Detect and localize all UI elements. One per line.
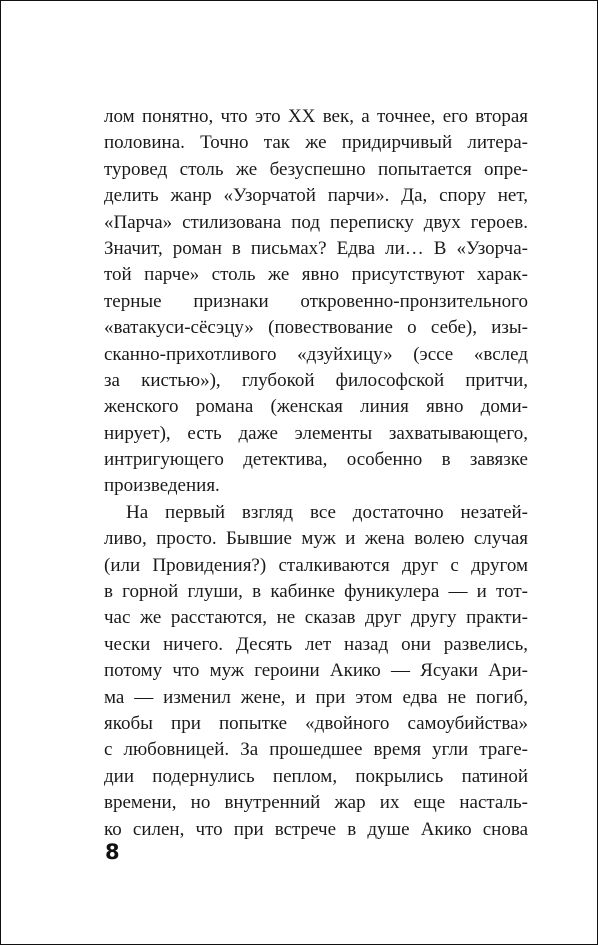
text-line: делить жанр «Узорчатой парчи». Да, спору нет,	[104, 185, 528, 207]
text-line: произведения.	[104, 475, 220, 497]
text-line: за кистью»), глубокой философской притчи,	[104, 369, 528, 391]
text-line: женского романа (женская линия явно доми-	[104, 396, 528, 418]
text-line: час же расстаются, не сказав друг другу практи-	[104, 607, 528, 629]
text-line: (или Провидения?) сталкиваются друг с другом	[104, 554, 528, 576]
text-line: времени, но внутренний жар их еще насталь-	[104, 792, 528, 814]
text-line: лом понятно, что это XX век, а точнее, его вторая	[104, 106, 528, 127]
text-line: ма — изменил жене, и при этом едва не погиб,	[104, 686, 528, 708]
text-line: туровед столь же безуспешно попытается опре-	[104, 158, 528, 180]
text-line: нирует), есть даже элементы захватывающего,	[104, 422, 528, 444]
text-line: интригующего детектива, особенно в завязке	[104, 449, 528, 471]
page-number: 8	[105, 840, 120, 864]
text-line: «ватакуси-сёсэцу» (повествование о себе), изы-	[104, 317, 528, 339]
text-line: с любовницей. За прошедшее время угли траге-	[104, 739, 528, 761]
paragraph-1	[104, 104, 528, 500]
paragraph-2	[104, 500, 528, 843]
text-line: чески ничего. Десять лет назад они развелись,	[104, 633, 528, 655]
text-line: «Парча» стилизована под переписку двух героев.	[104, 211, 528, 233]
text-line: сканно-прихотливого «дзуйхицу» (эссе «вслед	[104, 343, 528, 365]
text-line: половина. Точно так же придирчивый литера-	[104, 132, 528, 154]
text-line: ко силен, что при встрече в душе Акико снова	[104, 818, 528, 840]
text-line: в горной глуши, в кабинке фуникулера — и тот-	[104, 581, 528, 603]
text-line: якобы при попытке «двойного самоубийства»	[104, 712, 528, 734]
text-line: той парче» столь же явно присутствуют харак-	[104, 264, 528, 286]
text-line: На первый взгляд все достаточно незатей-	[126, 501, 528, 523]
text-line: Значит, роман в письмах? Едва ли… В «Узорча-	[104, 237, 528, 259]
text-line: потому что муж героини Акико — Ясуаки Ари-	[104, 660, 528, 682]
body-text	[104, 104, 528, 843]
text-line: терные признаки откровенно-пронзительного	[104, 290, 528, 312]
text-line: дии подернулись пеплом, покрылись патиной	[104, 765, 528, 787]
text-line: ливо, просто. Бывшие муж и жена волею случая	[104, 528, 528, 550]
